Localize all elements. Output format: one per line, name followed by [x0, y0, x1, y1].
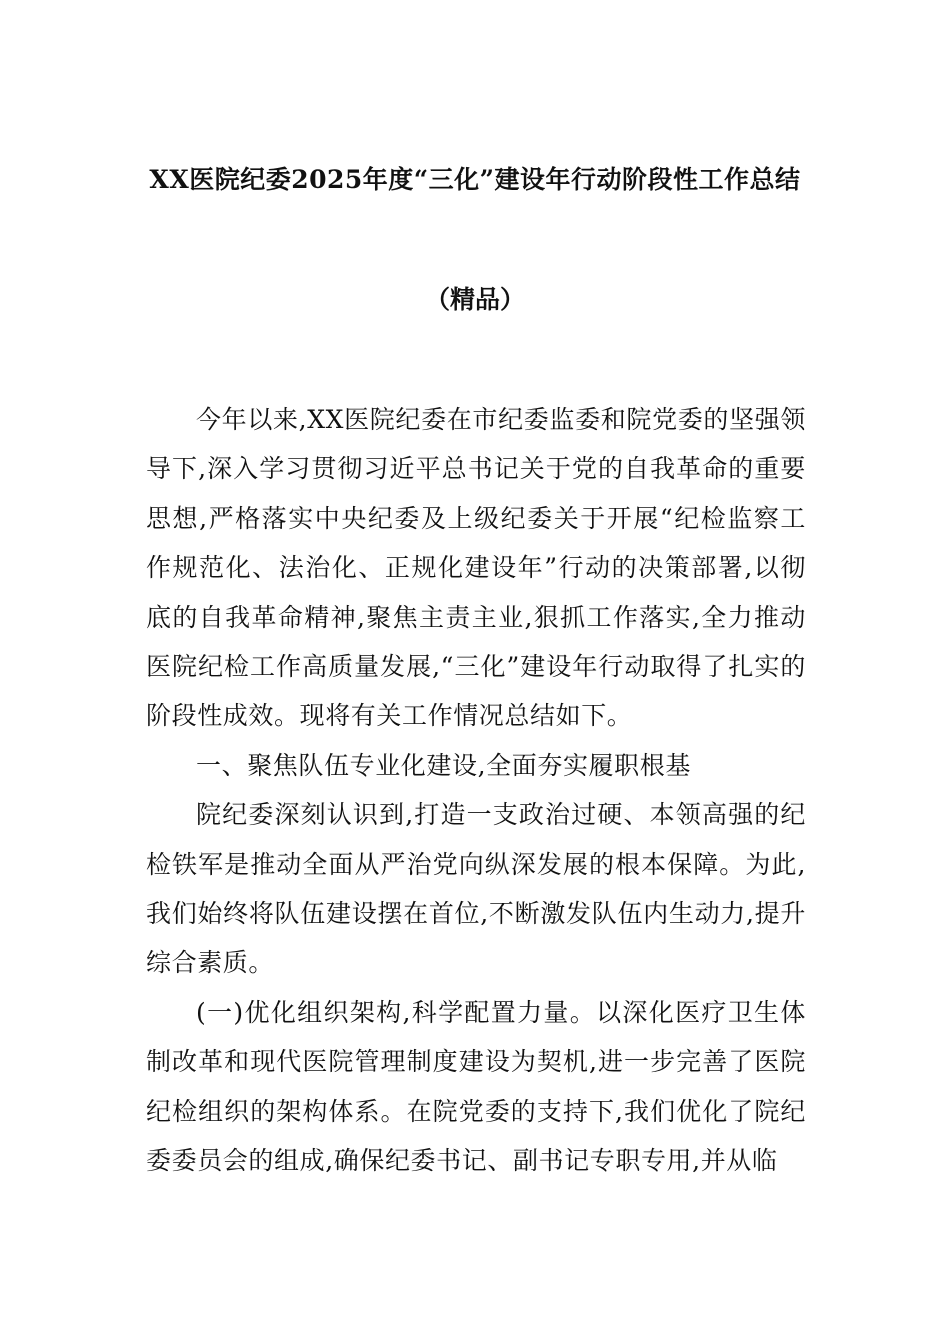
section-1-paragraph: 院纪委深刻认识到,打造一支政治过硬、本领高强的纪检铁军是推动全面从严治党向纵深发展的根本保障。为此,我们始终将队伍建设摆在首位,不断激发队伍内生动力,提升综合素质。 [146, 800, 806, 978]
document-subtitle: （精品） [424, 285, 525, 314]
document-body [146, 395, 806, 1186]
subsection-1-paragraph: (一)优化组织架构,科学配置力量。以深化医疗卫生体制改革和现代医院管理制度建设为契机,进一步完善了医院纪检组织的架构体系。在院党委的支持下,我们优化了院纪委委员会的组成,确保纪委书记、副书记专职专用,并从临 [146, 997, 806, 1176]
intro-paragraph: 今年以来,XX医院纪委在市纪委监委和院党委的坚强领导下,深入学习贯彻习近平总书记关于党的自我革命的重要思想,严格落实中央纪委及上级纪委关于开展“纪检监察工作规范化、法治化、正规化建设年”行动的决策部署,以彻底的自我革命精神,聚焦主责主业,狠抓工作落实,全力推动医院纪检工作高质量发展,“三化”建设年行动取得了扎实的阶段性成效。现将有关工作情况总结如下。 [146, 405, 806, 731]
document-title: XX医院纪委2025年度“三化”建设年行动阶段性工作总结 [149, 165, 801, 194]
section-heading-1: 一、聚焦队伍专业化建设,全面夯实履职根基 [196, 750, 691, 780]
